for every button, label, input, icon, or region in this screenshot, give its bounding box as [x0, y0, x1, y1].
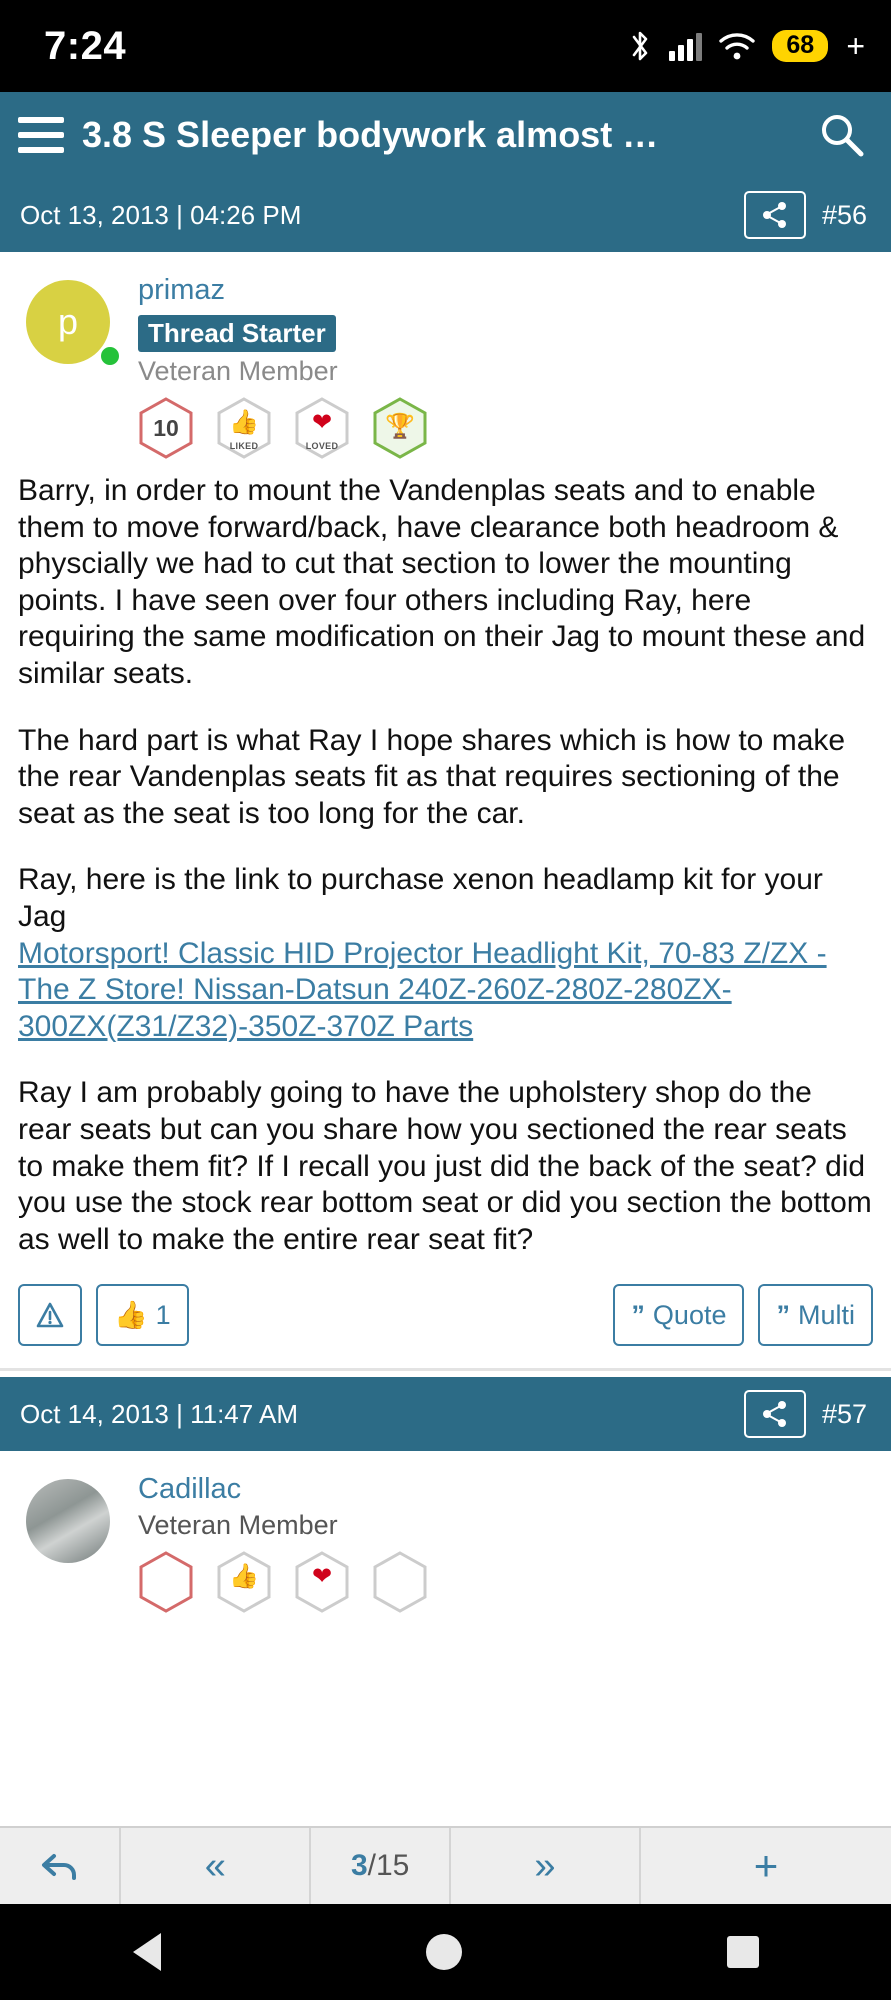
page-indicator[interactable]: [311, 1828, 451, 1904]
home-nav-icon[interactable]: [426, 1934, 462, 1970]
post-user-meta: [138, 1469, 871, 1613]
hamburger-menu-icon[interactable]: [18, 117, 64, 153]
post-user-row: [0, 1451, 891, 1613]
page-separator: /: [367, 1849, 376, 1882]
loved-badge: [294, 1551, 350, 1613]
like-button[interactable]: [96, 1284, 189, 1346]
user-title: Veteran Member: [138, 1510, 338, 1541]
share-icon[interactable]: [744, 191, 806, 239]
thumbs-up-icon: 👍: [229, 1562, 259, 1590]
status-bar: [0, 0, 891, 92]
user-title: Veteran Member: [138, 356, 338, 386]
page-current: 3: [350, 1849, 368, 1882]
post-paragraph: Ray, here is the link to purchase xenon headlamp kit for your Jag: [18, 863, 823, 933]
thread-toolbar: [0, 1826, 891, 1904]
user-badge-row: [138, 397, 871, 459]
username-link[interactable]: primaz: [138, 274, 226, 306]
page-total: 15: [375, 1849, 410, 1882]
app-bar: [0, 92, 891, 178]
post-action-bar: [0, 1258, 891, 1368]
thread-starter-badge: Thread Starter: [138, 315, 336, 352]
page-title: 3.8 S Sleeper bodywork almost …: [82, 114, 659, 155]
like-count: 1: [155, 1299, 171, 1330]
cellular-signal-icon: [669, 31, 702, 61]
thumbs-up-icon: 👍: [229, 408, 259, 436]
quote-label: Quote: [652, 1299, 727, 1330]
thread-scroll-area[interactable]: [0, 178, 891, 2000]
search-icon[interactable]: [817, 110, 867, 160]
post-57: [0, 1451, 891, 1613]
heart-icon: ❤: [311, 1562, 333, 1590]
quote-marks-icon: ”: [631, 1299, 645, 1330]
heart-icon: ❤: [311, 408, 333, 436]
new-post-button[interactable]: +: [753, 1842, 779, 1889]
post-header-56: [0, 178, 891, 252]
wifi-icon: [718, 31, 756, 61]
post-date: Oct 14, 2013 | 11:47 AM: [20, 1398, 299, 1429]
back-nav-icon[interactable]: [133, 1933, 161, 1971]
trophy-badge: [372, 397, 428, 459]
liked-badge: [216, 1551, 272, 1613]
share-icon[interactable]: [744, 1390, 806, 1438]
bluetooth-icon: [627, 29, 653, 63]
liked-badge: [216, 397, 272, 459]
post-paragraph: The hard part is what Ray I hope shares which is how to make the rear Vandenplas seats fit as that requires sectioning of the seat as the seat is too long for the car.: [18, 723, 846, 830]
username-link[interactable]: Cadillac: [138, 1473, 242, 1506]
liked-badge-caption: LIKED: [229, 441, 259, 451]
extra-badge: [372, 1551, 428, 1613]
avatar-wrapper[interactable]: [20, 270, 138, 459]
avatar[interactable]: p: [26, 280, 110, 364]
next-page-button[interactable]: »: [451, 1828, 641, 1904]
loved-badge-caption: LOVED: [305, 441, 339, 451]
post-body: [0, 459, 891, 1258]
quote-button[interactable]: [613, 1284, 744, 1346]
prev-page-button[interactable]: «: [121, 1828, 311, 1904]
report-button[interactable]: [18, 1284, 82, 1346]
post-divider: [0, 1368, 891, 1371]
post-paragraph: Ray I am probably going to have the upholstery shop do the rear seats but can you share how you sectioned the rear seats to make them fit? If I recall you just did the back of the seat? did you use the stock rear bottom seat or did you section the bottom as well to make the entire rear seat fit?: [18, 1076, 872, 1256]
post-user-meta: [138, 270, 871, 459]
quote-marks-icon: ”: [776, 1299, 790, 1330]
multi-label: Multi: [797, 1299, 855, 1330]
recents-nav-icon[interactable]: [727, 1936, 759, 1968]
thumbs-up-icon: 👍: [114, 1300, 148, 1331]
avatar-wrapper[interactable]: [20, 1469, 138, 1613]
post-count-value: 10: [153, 414, 179, 441]
multi-quote-button[interactable]: [758, 1284, 873, 1346]
status-time: 7:24: [44, 23, 127, 68]
post-date: Oct 13, 2013 | 04:26 PM: [20, 199, 302, 230]
post-count-badge: [138, 397, 194, 459]
trophy-icon: 🏆: [385, 412, 415, 440]
post-number: #57: [821, 1398, 867, 1429]
post-56: [0, 252, 891, 1371]
external-link[interactable]: Motorsport! Classic HID Projector Headlight Kit, 70-83 Z/ZX - The Z Store! Nissan-Datsun 240Z-260Z-280Z-280ZX-300ZX(Z31/Z32)-350Z-370Z Parts: [18, 936, 827, 1043]
avatar[interactable]: [26, 1479, 110, 1563]
post-count-badge: [138, 1551, 194, 1613]
battery-indicator: 68: [772, 30, 828, 63]
reply-button[interactable]: [0, 1828, 121, 1904]
user-badge-row: [138, 1551, 871, 1613]
status-icon-group: [627, 28, 865, 65]
post-user-row: [0, 252, 891, 459]
post-header-57: [0, 1377, 891, 1451]
online-status-dot: [98, 344, 122, 368]
android-nav-bar: [0, 1904, 891, 2000]
battery-plus-icon: +: [846, 27, 865, 64]
post-number: #56: [821, 199, 867, 230]
post-paragraph: Barry, in order to mount the Vandenplas seats and to enable them to move forward/back, have clearance both headroom & physcially we had to cut that section to lower the mounting points. I have seen over four others including Ray, here requiring the same modification on their Jag to mount these and similar seats.: [18, 474, 866, 690]
loved-badge: [294, 397, 350, 459]
